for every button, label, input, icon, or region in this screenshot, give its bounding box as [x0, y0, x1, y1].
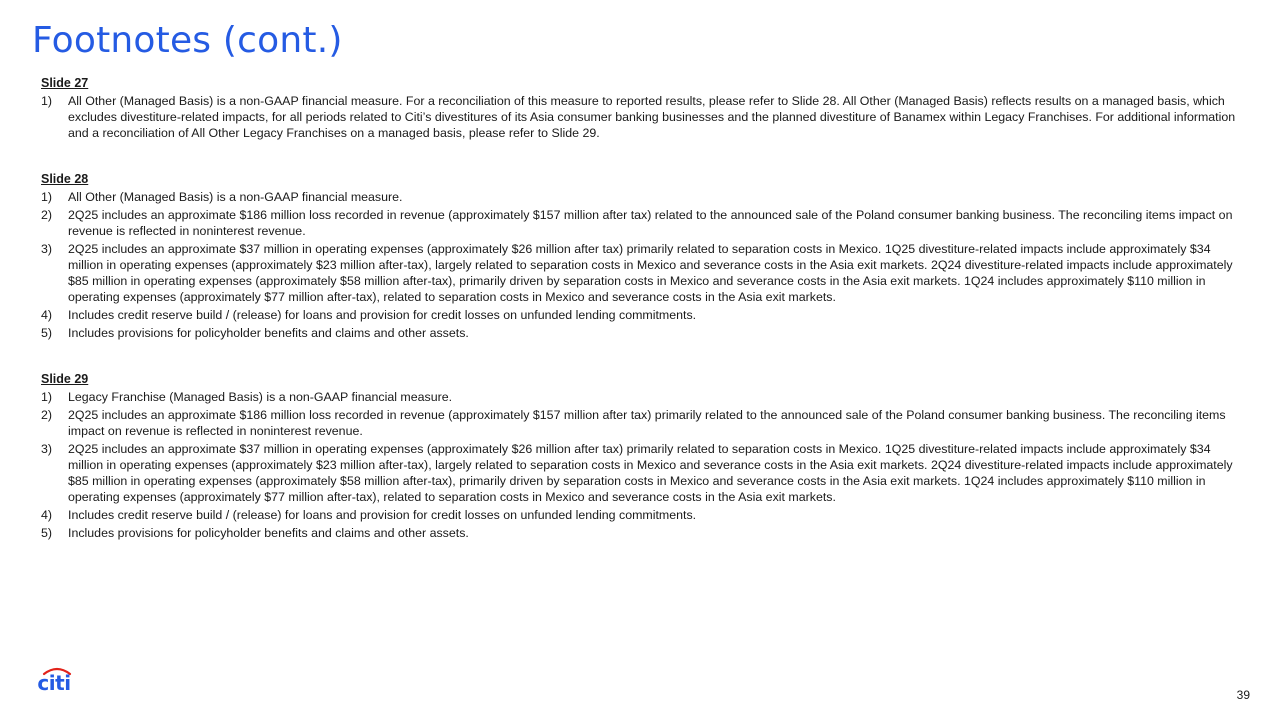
footnote-text: 2Q25 includes an approximate $186 million loss recorded in revenue (approximately $157 million after tax) related to the announced sale of the Poland consumer banking business. The reconciling items impact on revenue is reflected in noninterest revenue.	[68, 208, 1233, 238]
footnote-text: 2Q25 includes an approximate $186 million loss recorded in revenue (approximately $157 million after tax) primarily related to the announced sale of the Poland consumer banking business. The reconciling items impact on revenue is reflected in noninterest revenue.	[68, 408, 1226, 438]
footnote-text: Includes credit reserve build / (release) for loans and provision for credit losses on unfunded lending commitments.	[68, 308, 697, 322]
footnote-number: 4)	[41, 308, 53, 322]
footnote-section-slide-28	[41, 171, 1237, 341]
footnote-text: Includes provisions for policyholder benefits and claims and other assets.	[68, 526, 469, 540]
footnote-list	[41, 389, 1237, 541]
section-heading: Slide 29	[41, 372, 89, 386]
footnote-number: 3)	[41, 442, 53, 456]
footnote-item	[41, 189, 1237, 205]
footnote-text: All Other (Managed Basis) is a non-GAAP financial measure.	[68, 190, 403, 204]
footnote-number: 5)	[41, 326, 53, 340]
footnote-number: 4)	[41, 508, 53, 522]
footnote-item	[41, 325, 1237, 341]
footnote-section-slide-27	[41, 75, 1237, 141]
footnote-list	[41, 93, 1237, 141]
page-title: Footnotes (cont.)	[32, 20, 343, 61]
footnote-text: All Other (Managed Basis) is a non-GAAP financial measure. For a reconciliation of this measure to reported results, please refer to Slide 28. All Other (Managed Basis) reflects results on a managed basis, which excludes divestiture-related impacts, for all periods related to Citi’s divestitures of its Asia consumer banking businesses and the planned divestiture of Banamex within Legacy Franchises. For additional information and a reconciliation of All Other Legacy Franchises on a managed basis, please refer to Slide 29.	[68, 94, 1236, 140]
footnote-number: 1)	[41, 94, 53, 108]
citi-logo	[29, 662, 79, 692]
footnote-number: 2)	[41, 408, 53, 422]
footnote-section-slide-29	[41, 371, 1237, 541]
footnote-number: 3)	[41, 242, 53, 256]
page-number: 39	[1236, 688, 1250, 702]
footnote-number: 5)	[41, 526, 53, 540]
footnote-number: 2)	[41, 208, 53, 222]
footnote-text: 2Q25 includes an approximate $37 million in operating expenses (approximately $26 million after tax) primarily related to separation costs in Mexico. 1Q25 divestiture-related impacts include approximately $34 million in operating expenses (approximately $23 million after-tax), largely related to separation costs in Mexico and severance costs in the Asia exit markets. 2Q24 divestiture-related impacts include approximately $85 million in operating expenses (approximately $58 million after-tax), primarily driven by separation costs in Mexico and severance costs in the Asia exit markets. 1Q24 includes approximately $110 million in operating expenses (approximately $77 million after-tax), related to separation costs in Mexico and severance costs in the Asia exit markets.	[68, 242, 1233, 304]
footnote-number: 1)	[41, 390, 53, 404]
footnotes-content	[41, 75, 1237, 541]
footnote-text: Includes credit reserve build / (release) for loans and provision for credit losses on unfunded lending commitments.	[68, 508, 697, 522]
footnote-item	[41, 389, 1237, 405]
footnote-item	[41, 93, 1237, 141]
footnote-text: Includes provisions for policyholder benefits and claims and other assets.	[68, 326, 469, 340]
footnote-item	[41, 241, 1237, 305]
footnote-item	[41, 307, 1237, 323]
footnote-text: Legacy Franchise (Managed Basis) is a non-GAAP financial measure.	[68, 390, 453, 404]
footnote-list	[41, 189, 1237, 341]
footnote-item	[41, 207, 1237, 239]
footnote-number: 1)	[41, 190, 53, 204]
logo-wordmark: citi	[37, 671, 71, 692]
section-heading: Slide 27	[41, 76, 89, 90]
section-heading: Slide 28	[41, 172, 89, 186]
footnote-item	[41, 525, 1237, 541]
footnote-text: 2Q25 includes an approximate $37 million in operating expenses (approximately $26 million after tax) primarily related to separation costs in Mexico. 1Q25 divestiture-related impacts include approximately $34 million in operating expenses (approximately $23 million after-tax), largely related to separation costs in Mexico and severance costs in the Asia exit markets. 2Q24 divestiture-related impacts include approximately $85 million in operating expenses (approximately $58 million after-tax), primarily driven by separation costs in Mexico and severance costs in the Asia exit markets. 1Q24 includes approximately $110 million in operating expenses (approximately $77 million after-tax), related to separation costs in Mexico and severance costs in the Asia exit markets.	[68, 442, 1233, 504]
footnote-item	[41, 507, 1237, 523]
footnote-item	[41, 441, 1237, 505]
footnote-item	[41, 407, 1237, 439]
